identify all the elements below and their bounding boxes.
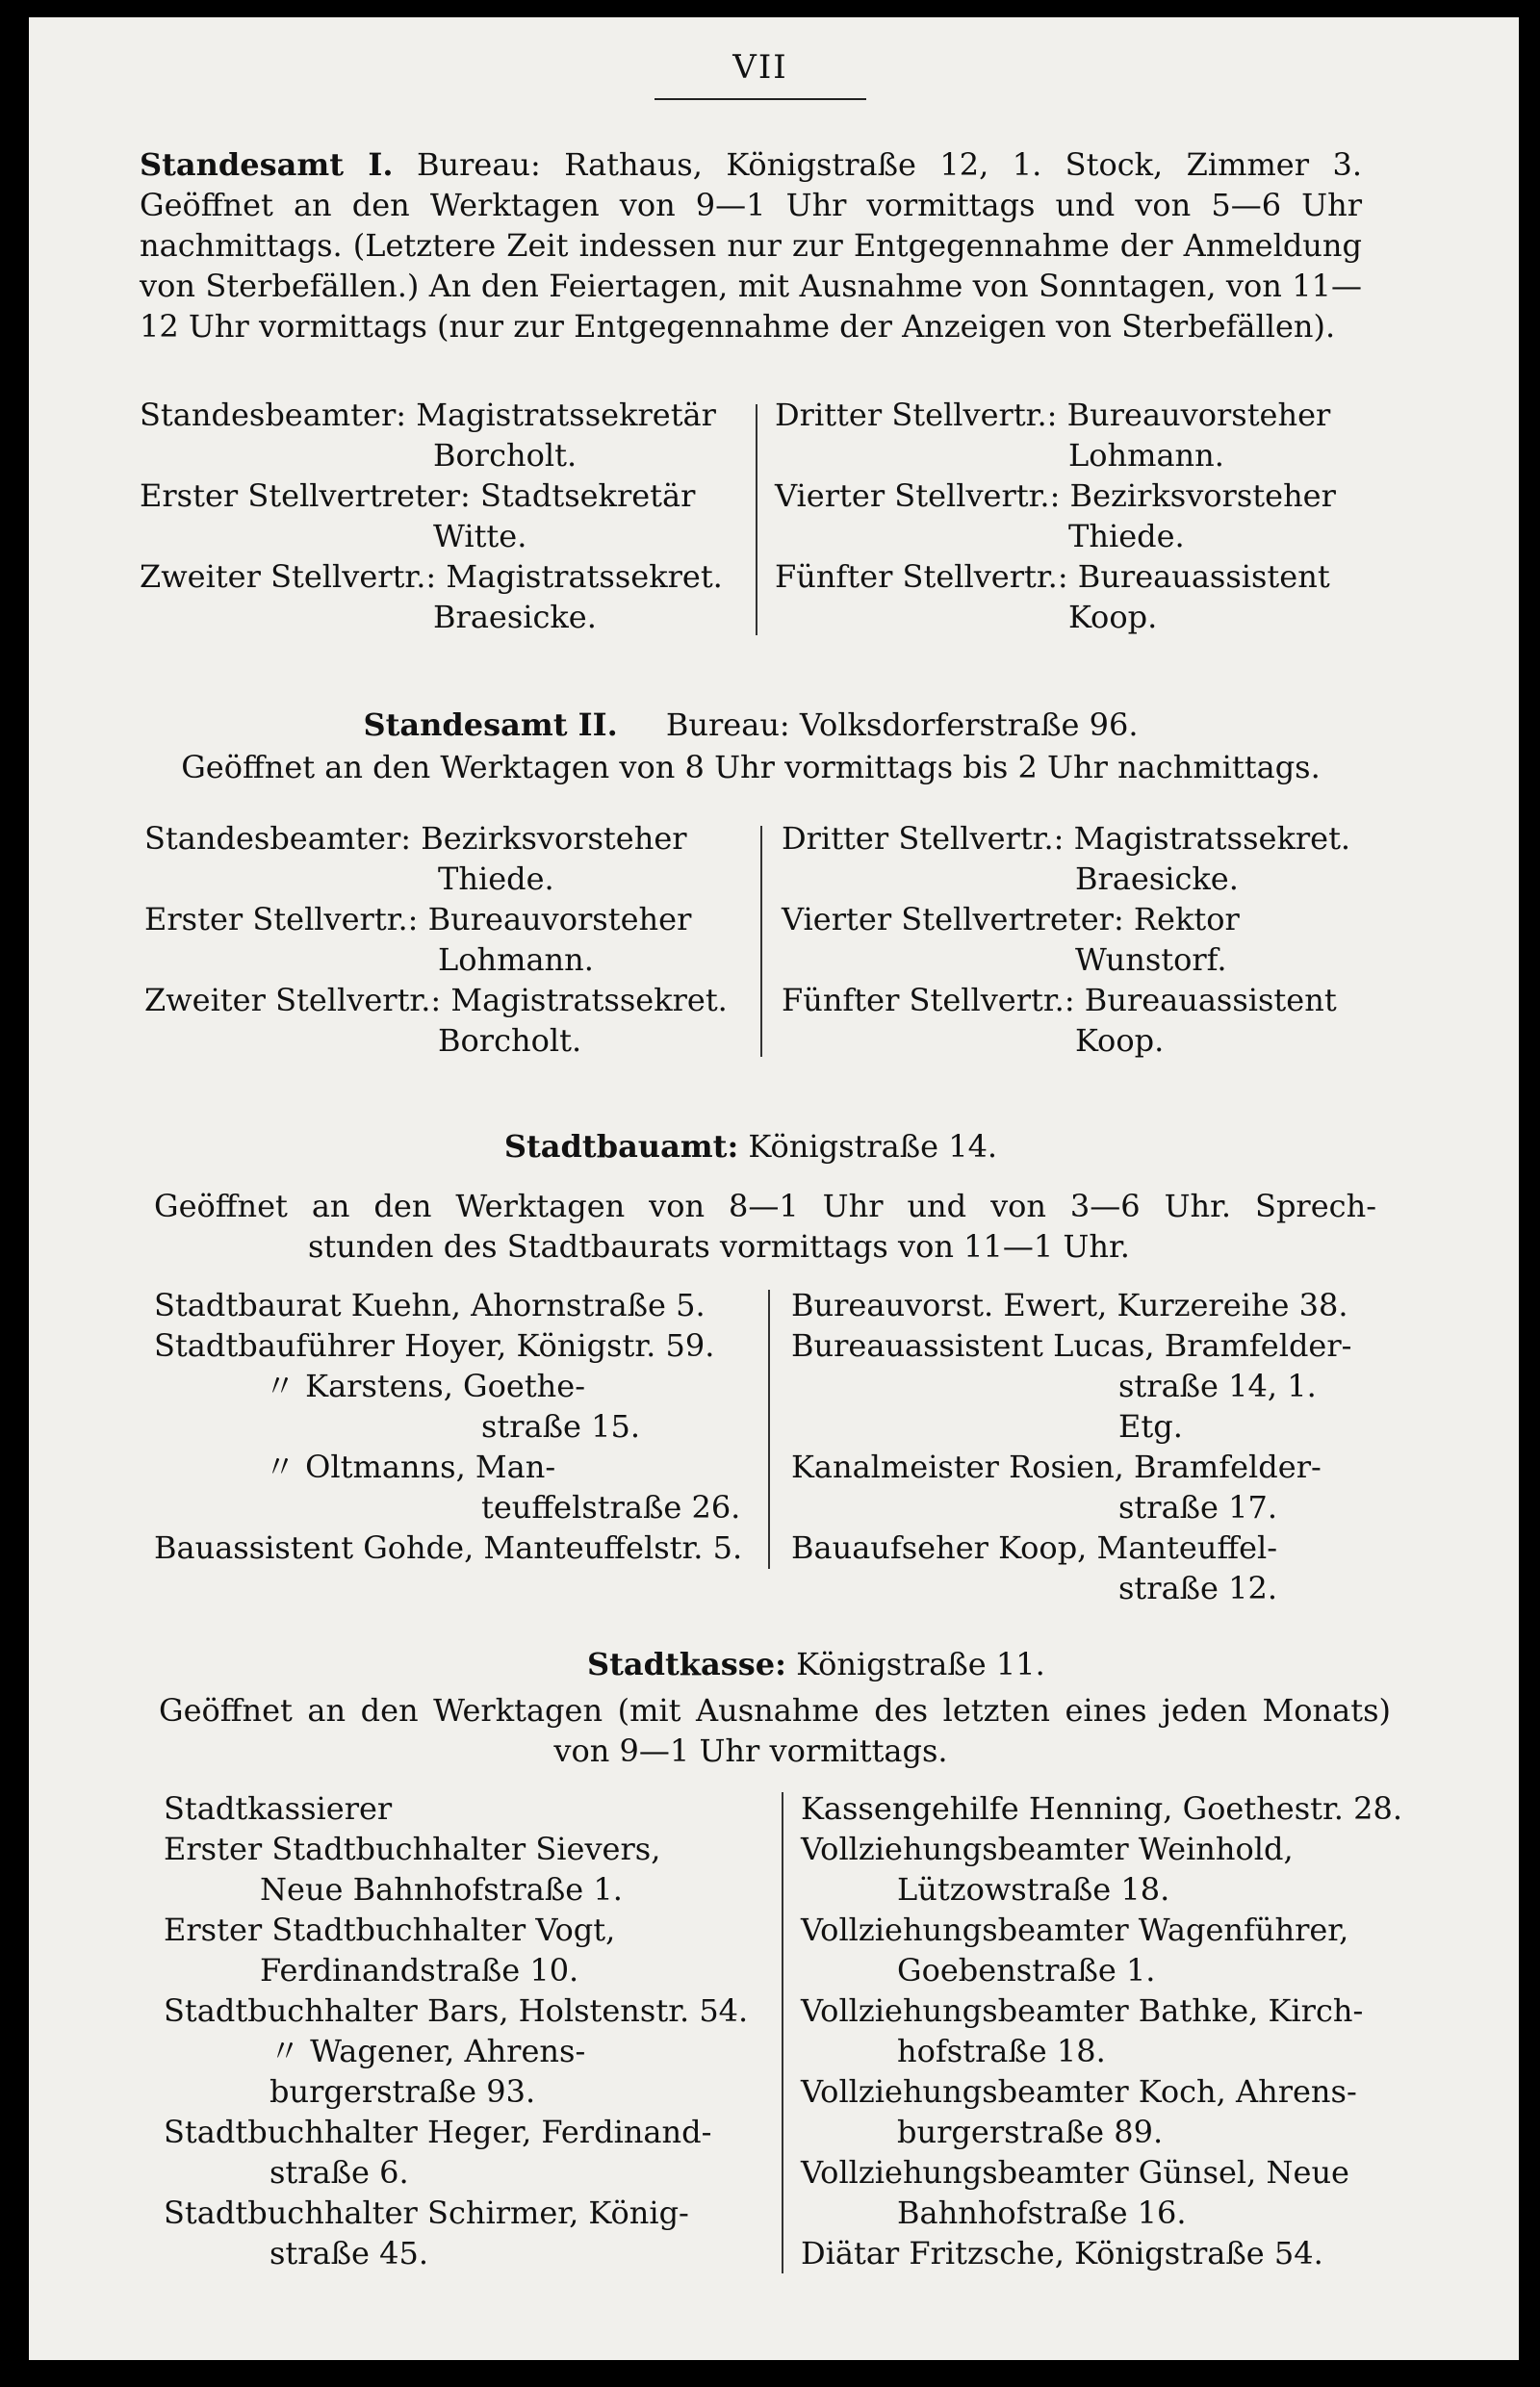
list-item: Zweiter Stellvertr.: Magistratssekret. Braesicke. <box>140 558 723 635</box>
standesamt-1-text: Bureau: Rathaus, Königstraße 12, 1. Stock, Zimmer 3. Geöffnet an den Werktagen von 9—1 Uhr vormittags und von 5—6 Uhr nachmittags. (Letztere Zeit indessen nur zur Entgegennahme der Anmeldung von Sterbefällen.) An den Feiertagen, mit Ausnahme von Sonntagen, von 11—12 Uhr vormittags (nur zur Entgegennahme der Anzeigen von Sterbefällen). <box>140 146 1362 345</box>
stadtbauamt-right-column <box>791 1285 1388 1608</box>
list-item: Stadtbaurat Kuehn, Ahornstraße 5. <box>154 1287 706 1323</box>
list-item: Fünfter Stellvertr.: Bureauassistent Koop. <box>775 558 1330 635</box>
stadtkasse-heading-line <box>140 1644 1362 1684</box>
list-item: Neue Bahnhofstraße 1. <box>260 1871 623 1908</box>
stadtkasse-hours-line-2: von 9—1 Uhr vormittags. <box>553 1732 948 1769</box>
stadtkasse-hours-line-1: Geöffnet an den Werktagen (mit Ausnahme des letzten eines jeden Monats) <box>159 1692 1391 1729</box>
standesamt-2-right-column <box>782 818 1378 1061</box>
list-item: straße 14, 1. Etg. <box>1118 1368 1317 1445</box>
standesamt-2-hours: Geöffnet an den Werktagen von 8 Uhr vormittags bis 2 Uhr nachmittags. <box>181 749 1321 785</box>
list-item: Vollziehungsbeamter Weinhold, <box>801 1831 1294 1867</box>
list-item: Erster Stellvertr.: Bureauvorsteher Lohmann. <box>144 901 692 978</box>
list-item: Bauaufseher Koop, Manteuffel- <box>791 1529 1278 1566</box>
list-item: burgerstraße 89. <box>897 2114 1164 2150</box>
list-item: Bureauvorst. Ewert, Kurzereihe 38. <box>791 1287 1348 1323</box>
list-item: Stadtbuchhalter Bars, Holstenstr. 54. <box>164 1992 749 2029</box>
page-number: VII <box>732 48 788 87</box>
list-item: Lützowstraße 18. <box>897 1871 1170 1908</box>
list-item: Dritter Stellvertr.: Bureauvorsteher Lohmann. <box>775 397 1331 474</box>
list-item: Goebenstraße 1. <box>897 1952 1156 1989</box>
list-item: Erster Stellvertreter: Stadtsekretär Witte. <box>140 477 696 554</box>
list-item: straße 12. <box>1118 1570 1278 1606</box>
column-divider <box>782 1792 783 2273</box>
list-item: burgerstraße 93. <box>270 2073 536 2110</box>
scan-border-right <box>1519 0 1540 2387</box>
list-item: Vollziehungsbeamter Wagenführer, <box>801 1912 1349 1948</box>
list-item: Vollziehungsbeamter Koch, Ahrens- <box>801 2073 1357 2110</box>
list-item: Kassengehilfe Henning, Goethestr. 28. <box>801 1790 1403 1827</box>
standesamt-1-intro <box>140 144 1362 346</box>
list-item: hofstraße 18. <box>897 2033 1106 2069</box>
list-item: Bahnhofstraße 16. <box>897 2194 1187 2231</box>
list-item: teuffelstraße 26. <box>481 1489 741 1526</box>
list-item: Zweiter Stellvertr.: Magistratssekret. Borcholt. <box>144 982 728 1059</box>
list-item: Vierter Stellvertreter: Rektor Wunstorf. <box>782 901 1240 978</box>
list-item: straße 15. <box>481 1408 641 1445</box>
list-item: Diätar Fritzsche, Königstraße 54. <box>801 2235 1323 2272</box>
standesamt-2-heading-line <box>140 705 1362 745</box>
list-item: Stadtbauführer Hoyer, Königstr. 59. <box>154 1327 715 1364</box>
column-divider <box>760 826 762 1057</box>
stadtbauamt-heading: Stadtbauamt: <box>503 1128 739 1165</box>
list-item: Standesbeamter: Bezirksvorsteher Thiede. <box>144 820 687 897</box>
list-item: straße 17. <box>1118 1489 1278 1526</box>
stadtkasse-right-column <box>801 1788 1407 2273</box>
scan-border-top <box>0 0 1540 17</box>
list-item: Erster Stadtbuchhalter Sievers, <box>164 1831 661 1867</box>
standesamt-1-right-column <box>775 395 1372 637</box>
list-item: 〃 Oltmanns, Man- <box>265 1449 556 1485</box>
list-item: 〃 Karstens, Goethe- <box>265 1368 586 1404</box>
stadtkasse-heading: Stadtkasse: <box>587 1646 786 1682</box>
list-item: Stadtkassierer <box>164 1790 393 1827</box>
list-item: Stadtbuchhalter Heger, Ferdinand- <box>164 2114 712 2150</box>
list-item: straße 6. <box>270 2154 409 2191</box>
stadtkasse-address: Königstraße 11. <box>796 1646 1045 1682</box>
list-item: Dritter Stellvertr.: Magistratssekret. Braesicke. <box>782 820 1351 897</box>
list-item: Stadtbuchhalter Schirmer, König- <box>164 2194 689 2231</box>
list-item: Vierter Stellvertr.: Bezirksvorsteher Thiede. <box>775 477 1336 554</box>
list-item: 〃 Wagener, Ahrens- <box>270 2033 586 2069</box>
list-item: Bureauassistent Lucas, Bramfelder- <box>791 1327 1352 1364</box>
list-item: Ferdinandstraße 10. <box>260 1952 579 1989</box>
column-divider <box>768 1290 770 1569</box>
stadtbauamt-address: Königstraße 14. <box>748 1128 998 1165</box>
stadtkasse-left-column <box>164 1788 770 2273</box>
list-item: Standesbeamter: Magistratssekretär Borcholt. <box>140 397 716 474</box>
list-item: Vollziehungsbeamter Günsel, Neue <box>801 2154 1349 2191</box>
standesamt-2-address: Bureau: Volksdorferstraße 96. <box>665 706 1139 743</box>
standesamt-2-heading: Standesamt II. <box>363 706 618 743</box>
page-number-rule <box>654 98 866 100</box>
column-divider <box>756 404 757 635</box>
standesamt-2-left-column <box>144 818 741 1061</box>
scan-border-left <box>0 0 29 2387</box>
standesamt-1-left-column <box>140 395 732 637</box>
list-item: straße 45. <box>270 2235 429 2272</box>
scan-border-bottom <box>0 2360 1540 2387</box>
standesamt-1-heading: Standesamt I. <box>140 146 394 183</box>
list-item: Vollziehungsbeamter Bathke, Kirch- <box>801 1992 1364 2029</box>
list-item: Bauassistent Gohde, Manteuffelstr. 5. <box>154 1529 743 1566</box>
list-item: Kanalmeister Rosien, Bramfelder- <box>791 1449 1322 1485</box>
stadtbauamt-heading-line <box>140 1126 1362 1167</box>
stadtbauamt-left-column <box>154 1285 751 1568</box>
stadtbauamt-hours-line-2: stunden des Stadtbaurats vormittags von 11—1 Uhr. <box>308 1228 1130 1265</box>
list-item: Fünfter Stellvertr.: Bureauassistent Koop. <box>782 982 1337 1059</box>
stadtbauamt-hours-line-1: Geöffnet an den Werktagen von 8—1 Uhr und von 3—6 Uhr. Sprech- <box>154 1188 1376 1224</box>
list-item: Erster Stadtbuchhalter Vogt, <box>164 1912 616 1948</box>
